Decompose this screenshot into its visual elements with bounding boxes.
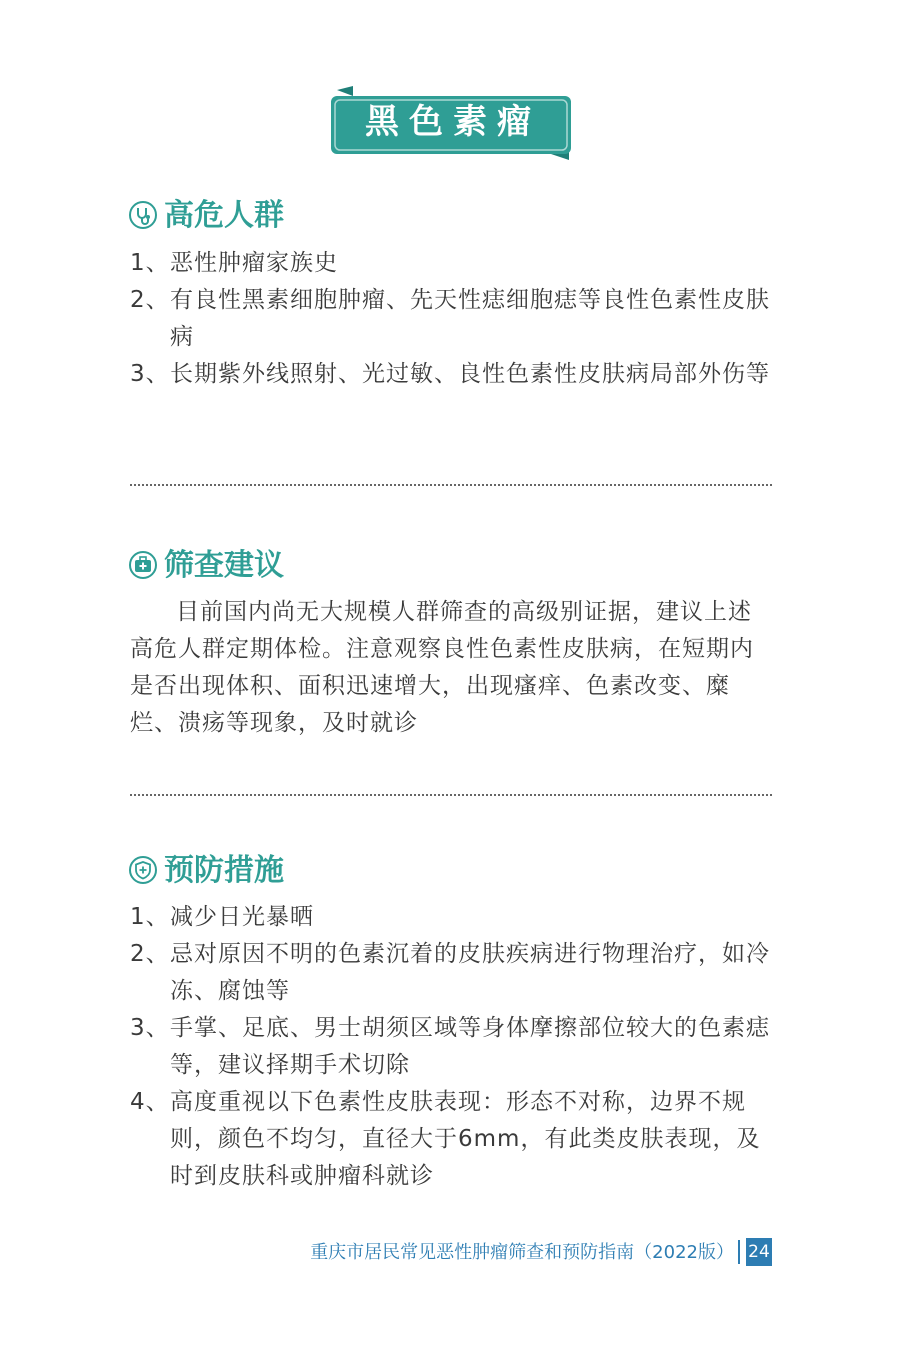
- shield-plus-icon: [128, 855, 158, 885]
- item-number: 3、: [130, 361, 170, 387]
- item-text: 高度重视以下色素性皮肤表现：形态不对称，边界不规则，颜色不均匀，直径大于6mm，有此类皮肤表现，及时到皮肤科或肿瘤科就诊: [170, 1089, 761, 1189]
- page-title: 黑色素瘤: [365, 102, 541, 142]
- item-number: 2、: [130, 941, 170, 967]
- list-item: [130, 245, 775, 282]
- footer-title: 重庆市居民常见恶性肿瘤筛查和预防指南（2022版）: [310, 1242, 734, 1263]
- section-title: 高危人群: [164, 198, 284, 233]
- item-number: 4、: [130, 1089, 170, 1115]
- dotted-divider: [130, 794, 772, 796]
- list-item: [130, 356, 775, 393]
- section-title: 筛查建议: [164, 548, 284, 583]
- title-banner: [331, 86, 571, 164]
- screening-paragraph: 目前国内尚无大规模人群筛查的高级别证据，建议上述高危人群定期体检。注意观察良性色素性皮肤病，在短期内是否出现体积、面积迅速增大，出现瘙痒、色素改变、糜烂、溃疡等现象，及时就诊: [130, 599, 754, 736]
- high-risk-list: [130, 245, 775, 393]
- item-number: 1、: [130, 904, 170, 930]
- page-footer: [312, 1238, 772, 1266]
- list-item: [130, 1010, 775, 1084]
- page-number: 24: [746, 1238, 772, 1266]
- item-text: 忌对原因不明的色素沉着的皮肤疾病进行物理治疗，如冷冻、腐蚀等: [170, 941, 770, 1004]
- section-title: 预防措施: [164, 853, 284, 888]
- footer-divider: [738, 1240, 740, 1264]
- prevention-list: [130, 899, 775, 1195]
- item-number: 3、: [130, 1015, 170, 1041]
- list-item: [130, 1084, 775, 1195]
- item-text: 手掌、足底、男士胡须区域等身体摩擦部位较大的色素痣等，建议择期手术切除: [170, 1015, 770, 1078]
- dotted-divider: [130, 484, 772, 486]
- item-text: 长期紫外线照射、光过敏、良性色素性皮肤病局部外伤等: [170, 361, 770, 387]
- list-item: [130, 899, 775, 936]
- medical-kit-icon: [128, 550, 158, 580]
- item-text: 恶性肿瘤家族史: [170, 250, 338, 276]
- item-number: 2、: [130, 287, 170, 313]
- list-item: [130, 282, 775, 356]
- list-item: [130, 936, 775, 1010]
- item-number: 1、: [130, 250, 170, 276]
- stethoscope-icon: [128, 200, 158, 230]
- item-text: 减少日光暴晒: [170, 904, 314, 930]
- item-text: 有良性黑素细胞肿瘤、先天性痣细胞痣等良性色素性皮肤病: [170, 287, 770, 350]
